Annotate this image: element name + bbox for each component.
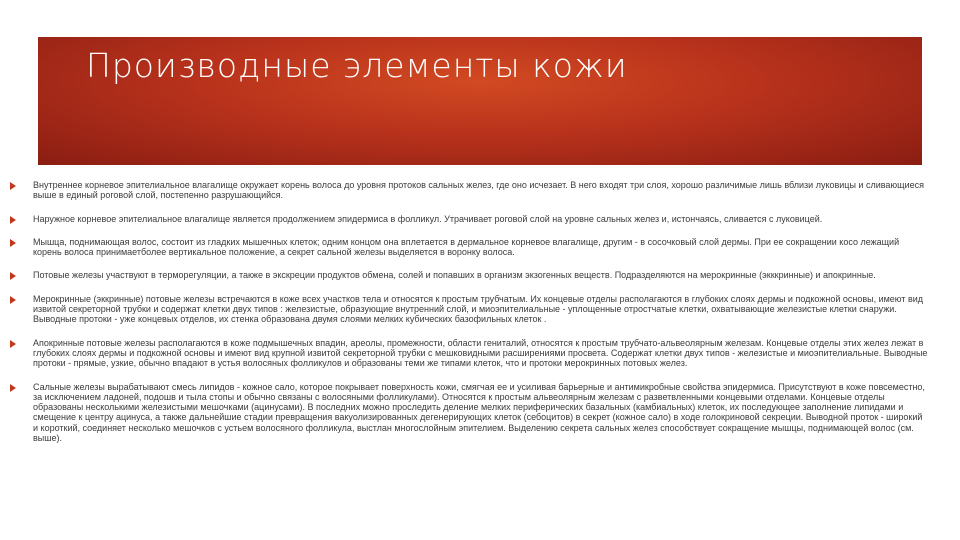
bullet-item-arrector-muscle: [10, 237, 928, 258]
bullet-text: Мерокринные (эккринные) потовые железы встречаются в коже всех участков тела и относятся к простым трубчатым. Их концевые отделы располагаются в глубоких слоях дермы и подкожной основы, имеют вид извитой секреторной трубки и содержат клетки двух типов : железистые, образующие внутренний слой, и миоэпителиальные - уплощенные отростчатые клетки, охватывающие железистые клетки снаружи. Выводные протоки - уже концевых отделов, их стенка образована двумя слоями мелких кубических базофильных клеток .: [33, 293, 924, 325]
bullet-list: [10, 180, 928, 456]
triangle-right-icon: [10, 340, 16, 348]
bullet-text: Потовые железы участвуют в терморегуляции, а также в экскреции продуктов обмена, солей и попавших в организм экзогенных веществ. Подразделяются на мерокринные (экккринные) и апокринные.: [33, 270, 876, 281]
bullet-text: Апокринные потовые железы располагаются в коже подмышечных впадин, ареолы, промежности, области гениталий, относятся к простым трубчато-альвеолярным железам. Концевые отделы этих желез лежат в глубоких слоях дермы и подкожной основы и имеют вид крупной извитой секреторной трубки с мешковидными расширениями просвета. Содержат клетки двух типов - железистые и миоэпителиальные. Выводные протоки - прямые, узкие, обычно впадают в устья волосяных фолликулов и образованы теми же типами клеток, что и протоки мерокринных потовых желез.: [33, 337, 928, 369]
slide-title: Производные элементы кожи: [86, 46, 628, 85]
triangle-right-icon: [10, 384, 16, 392]
bullet-item-apocrine-glands: [10, 338, 928, 369]
bullet-text: Внутреннее корневое эпителиальное влагалище окружает корень волоса до уровня протоков сальных желез, где оно исчезает. В него входят три слоя, хорошо различимые лишь вблизи луковицы и сливающиеся выше в единый роговой слой, постепенно разрушающийся.: [33, 180, 924, 201]
bullet-item-sweat-glands: [10, 270, 928, 280]
bullet-text: Сальные железы вырабатывают смесь липидов - кожное сало, которое покрывает поверхность кожи, смягчая ее и усиливая барьерные и антимикробные свойства эпидермиса. Присутствуют в коже повсеместно, за исключением ладоней, подошв и тыла стопы и обычно связаны с волосяными фолликулами). Относятся к простым альвеолярным железам с разветвленными концевыми отделами. Концевые отделы образованы несколькими железистыми мешочками (ацинусами). В последних можно проследить деление мелких периферических базальных (камбиальных) клеток, их последующее заполнение липидами и смещение к центру ацинуса, а также дальнейшие стадии превращения вакуолизированных дегенерирующих клеток (себоцитов) в секрет (кожное сало) в ходе голокриновой секреции. Выводной проток - широкий и короткий, соединяет несколько мешочков с устьем волосяного фолликула, выстлан многослойным эпителием. Выделению секрета сальных желез способствует сокращение мышцы, поднимающей волос (см. выше).: [33, 381, 925, 444]
bullet-text: Мышца, поднимающая волос, состоит из гладких мышечных клеток; одним концом она вплетается в дермальное корневое влагалище, другим - в сосочковый слой дермы. При ее сокращении косо лежащий корень волоса принимаетболее вертикальное положение, а секрет сальной железы выделяется в воронку волоса.: [33, 236, 900, 258]
bullet-item-sebaceous-glands: [10, 382, 928, 444]
bullet-item-inner-root-sheath: [10, 180, 928, 201]
triangle-right-icon: [10, 216, 16, 224]
triangle-right-icon: [10, 296, 16, 304]
triangle-right-icon: [10, 182, 16, 190]
bullet-item-merocrine-glands: [10, 294, 928, 325]
triangle-right-icon: [10, 272, 16, 280]
bullet-item-outer-root-sheath: [10, 214, 928, 224]
bullet-text: Наружное корневое эпителиальное влагалище является продолжением эпидермиса в фолликул. Утрачивает роговой слой на уровне сальных желез и, истончаясь, сливается с луковицей.: [33, 213, 823, 224]
triangle-right-icon: [10, 239, 16, 247]
